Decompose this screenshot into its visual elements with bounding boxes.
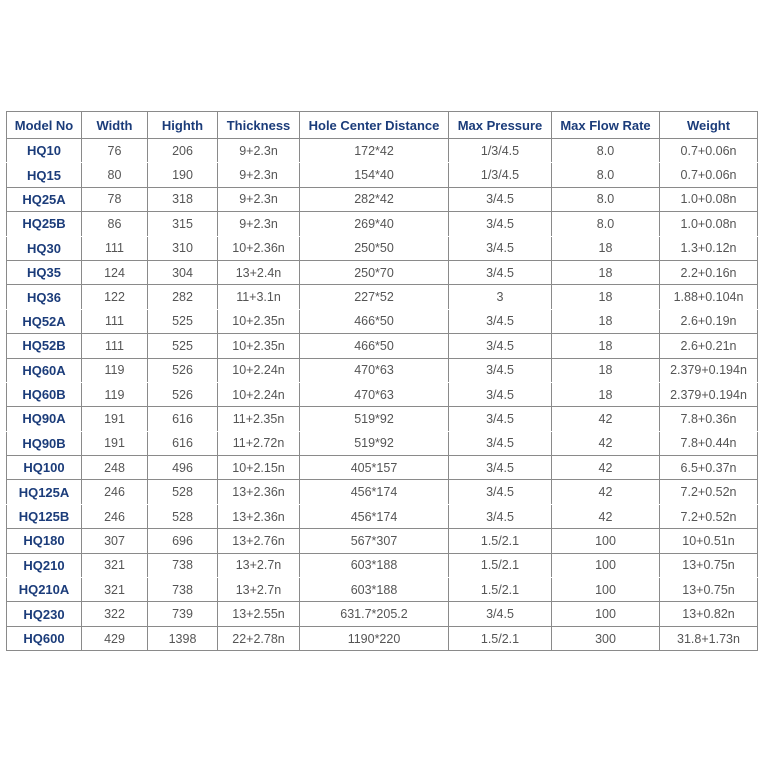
cell-max-flow-rate: 18 <box>552 285 660 309</box>
table-body <box>7 139 758 651</box>
cell-thickness: 13+2.55n <box>218 602 300 626</box>
cell-weight: 0.7+0.06n <box>660 139 758 163</box>
cell-max-pressure: 1/3/4.5 <box>449 163 552 187</box>
table-row <box>7 358 758 382</box>
cell-hole-center-distance: 470*63 <box>300 358 449 382</box>
cell-weight: 7.2+0.52n <box>660 504 758 528</box>
cell-max-pressure: 3/4.5 <box>449 602 552 626</box>
cell-model-no: HQ60B <box>7 382 82 406</box>
table-row <box>7 602 758 626</box>
cell-max-flow-rate: 18 <box>552 260 660 284</box>
cell-max-flow-rate: 42 <box>552 407 660 431</box>
table-row <box>7 626 758 650</box>
cell-width: 119 <box>82 358 148 382</box>
cell-height: 496 <box>148 456 218 480</box>
cell-max-pressure: 3/4.5 <box>449 309 552 333</box>
cell-max-pressure: 1/3/4.5 <box>449 139 552 163</box>
header-width: Width <box>82 112 148 139</box>
cell-weight: 1.0+0.08n <box>660 187 758 211</box>
cell-max-flow-rate: 42 <box>552 456 660 480</box>
cell-weight: 2.2+0.16n <box>660 260 758 284</box>
cell-weight: 31.8+1.73n <box>660 626 758 650</box>
cell-width: 111 <box>82 334 148 358</box>
cell-weight: 13+0.82n <box>660 602 758 626</box>
cell-weight: 13+0.75n <box>660 553 758 577</box>
cell-hole-center-distance: 282*42 <box>300 187 449 211</box>
cell-max-pressure: 3 <box>449 285 552 309</box>
cell-weight: 1.88+0.104n <box>660 285 758 309</box>
cell-max-flow-rate: 100 <box>552 553 660 577</box>
table-row <box>7 529 758 553</box>
cell-width: 248 <box>82 456 148 480</box>
cell-max-pressure: 3/4.5 <box>449 212 552 236</box>
cell-height: 1398 <box>148 626 218 650</box>
cell-height: 696 <box>148 529 218 553</box>
cell-thickness: 10+2.24n <box>218 382 300 406</box>
cell-width: 76 <box>82 139 148 163</box>
cell-model-no: HQ230 <box>7 602 82 626</box>
cell-thickness: 9+2.3n <box>218 187 300 211</box>
cell-height: 318 <box>148 187 218 211</box>
header-max-flow-rate: Max Flow Rate <box>552 112 660 139</box>
cell-hole-center-distance: 250*50 <box>300 236 449 260</box>
cell-width: 191 <box>82 407 148 431</box>
table-row <box>7 212 758 236</box>
cell-max-flow-rate: 18 <box>552 334 660 358</box>
cell-max-flow-rate: 100 <box>552 602 660 626</box>
cell-hole-center-distance: 154*40 <box>300 163 449 187</box>
cell-weight: 10+0.51n <box>660 529 758 553</box>
cell-weight: 13+0.75n <box>660 578 758 602</box>
cell-hole-center-distance: 519*92 <box>300 431 449 455</box>
cell-thickness: 11+2.72n <box>218 431 300 455</box>
table-row <box>7 407 758 431</box>
cell-width: 246 <box>82 480 148 504</box>
cell-max-pressure: 3/4.5 <box>449 504 552 528</box>
cell-max-flow-rate: 8.0 <box>552 139 660 163</box>
header-hole-center-distance: Hole Center Distance <box>300 112 449 139</box>
table-row <box>7 285 758 309</box>
cell-max-pressure: 3/4.5 <box>449 358 552 382</box>
cell-width: 307 <box>82 529 148 553</box>
cell-height: 616 <box>148 407 218 431</box>
cell-height: 190 <box>148 163 218 187</box>
cell-weight: 7.8+0.44n <box>660 431 758 455</box>
cell-weight: 1.3+0.12n <box>660 236 758 260</box>
table-row <box>7 480 758 504</box>
cell-thickness: 13+2.36n <box>218 480 300 504</box>
table-row <box>7 163 758 187</box>
header-weight: Weight <box>660 112 758 139</box>
header-row <box>7 112 758 139</box>
cell-height: 315 <box>148 212 218 236</box>
cell-width: 86 <box>82 212 148 236</box>
cell-max-flow-rate: 18 <box>552 358 660 382</box>
cell-hole-center-distance: 172*42 <box>300 139 449 163</box>
cell-model-no: HQ25A <box>7 187 82 211</box>
cell-max-flow-rate: 100 <box>552 529 660 553</box>
cell-weight: 2.379+0.194n <box>660 358 758 382</box>
cell-max-flow-rate: 42 <box>552 504 660 528</box>
table-row <box>7 553 758 577</box>
cell-model-no: HQ10 <box>7 139 82 163</box>
cell-thickness: 13+2.7n <box>218 553 300 577</box>
cell-thickness: 10+2.35n <box>218 334 300 358</box>
cell-width: 191 <box>82 431 148 455</box>
cell-height: 738 <box>148 578 218 602</box>
cell-model-no: HQ125B <box>7 504 82 528</box>
table-row <box>7 139 758 163</box>
header-thickness: Thickness <box>218 112 300 139</box>
cell-max-flow-rate: 18 <box>552 236 660 260</box>
cell-model-no: HQ180 <box>7 529 82 553</box>
cell-hole-center-distance: 603*188 <box>300 553 449 577</box>
cell-weight: 2.6+0.21n <box>660 334 758 358</box>
table-row <box>7 504 758 528</box>
cell-height: 310 <box>148 236 218 260</box>
cell-hole-center-distance: 519*92 <box>300 407 449 431</box>
cell-max-pressure: 3/4.5 <box>449 382 552 406</box>
cell-height: 206 <box>148 139 218 163</box>
cell-width: 321 <box>82 578 148 602</box>
cell-thickness: 10+2.24n <box>218 358 300 382</box>
cell-max-flow-rate: 18 <box>552 382 660 406</box>
cell-thickness: 11+2.35n <box>218 407 300 431</box>
cell-weight: 2.6+0.19n <box>660 309 758 333</box>
cell-max-flow-rate: 18 <box>552 309 660 333</box>
cell-model-no: HQ52B <box>7 334 82 358</box>
cell-height: 526 <box>148 382 218 406</box>
cell-weight: 2.379+0.194n <box>660 382 758 406</box>
cell-thickness: 10+2.15n <box>218 456 300 480</box>
header-height: Highth <box>148 112 218 139</box>
cell-thickness: 13+2.76n <box>218 529 300 553</box>
table-row <box>7 431 758 455</box>
cell-max-pressure: 1.5/2.1 <box>449 578 552 602</box>
cell-height: 525 <box>148 334 218 358</box>
spec-table <box>6 111 758 651</box>
table-row <box>7 456 758 480</box>
cell-max-pressure: 3/4.5 <box>449 456 552 480</box>
header-model-no: Model No <box>7 112 82 139</box>
table-row <box>7 236 758 260</box>
cell-hole-center-distance: 269*40 <box>300 212 449 236</box>
cell-thickness: 10+2.35n <box>218 309 300 333</box>
cell-max-flow-rate: 8.0 <box>552 187 660 211</box>
cell-model-no: HQ125A <box>7 480 82 504</box>
cell-width: 78 <box>82 187 148 211</box>
cell-thickness: 13+2.7n <box>218 578 300 602</box>
cell-model-no: HQ25B <box>7 212 82 236</box>
cell-width: 122 <box>82 285 148 309</box>
cell-hole-center-distance: 405*157 <box>300 456 449 480</box>
cell-max-flow-rate: 42 <box>552 431 660 455</box>
cell-thickness: 9+2.3n <box>218 212 300 236</box>
cell-model-no: HQ30 <box>7 236 82 260</box>
table-row <box>7 578 758 602</box>
cell-hole-center-distance: 227*52 <box>300 285 449 309</box>
cell-model-no: HQ600 <box>7 626 82 650</box>
cell-hole-center-distance: 466*50 <box>300 309 449 333</box>
cell-width: 322 <box>82 602 148 626</box>
table-row <box>7 309 758 333</box>
cell-max-pressure: 3/4.5 <box>449 236 552 260</box>
cell-model-no: HQ36 <box>7 285 82 309</box>
header-max-pressure: Max Pressure <box>449 112 552 139</box>
cell-height: 525 <box>148 309 218 333</box>
table-row <box>7 260 758 284</box>
cell-hole-center-distance: 567*307 <box>300 529 449 553</box>
cell-thickness: 9+2.3n <box>218 139 300 163</box>
table-row <box>7 187 758 211</box>
cell-max-pressure: 3/4.5 <box>449 260 552 284</box>
table-row <box>7 382 758 406</box>
cell-model-no: HQ100 <box>7 456 82 480</box>
cell-hole-center-distance: 250*70 <box>300 260 449 284</box>
cell-max-pressure: 3/4.5 <box>449 187 552 211</box>
cell-width: 246 <box>82 504 148 528</box>
cell-hole-center-distance: 466*50 <box>300 334 449 358</box>
cell-max-flow-rate: 42 <box>552 480 660 504</box>
cell-width: 321 <box>82 553 148 577</box>
cell-width: 124 <box>82 260 148 284</box>
cell-width: 119 <box>82 382 148 406</box>
cell-hole-center-distance: 1190*220 <box>300 626 449 650</box>
cell-width: 111 <box>82 309 148 333</box>
cell-height: 738 <box>148 553 218 577</box>
cell-hole-center-distance: 631.7*205.2 <box>300 602 449 626</box>
cell-thickness: 9+2.3n <box>218 163 300 187</box>
cell-max-pressure: 3/4.5 <box>449 334 552 358</box>
cell-max-pressure: 3/4.5 <box>449 407 552 431</box>
cell-hole-center-distance: 456*174 <box>300 504 449 528</box>
cell-thickness: 13+2.4n <box>218 260 300 284</box>
cell-thickness: 10+2.36n <box>218 236 300 260</box>
cell-height: 616 <box>148 431 218 455</box>
cell-height: 282 <box>148 285 218 309</box>
cell-max-flow-rate: 300 <box>552 626 660 650</box>
cell-height: 528 <box>148 480 218 504</box>
cell-height: 739 <box>148 602 218 626</box>
cell-hole-center-distance: 456*174 <box>300 480 449 504</box>
cell-max-flow-rate: 8.0 <box>552 212 660 236</box>
cell-thickness: 11+3.1n <box>218 285 300 309</box>
cell-max-flow-rate: 100 <box>552 578 660 602</box>
cell-max-pressure: 1.5/2.1 <box>449 626 552 650</box>
cell-model-no: HQ90B <box>7 431 82 455</box>
cell-max-pressure: 1.5/2.1 <box>449 553 552 577</box>
cell-hole-center-distance: 603*188 <box>300 578 449 602</box>
cell-hole-center-distance: 470*63 <box>300 382 449 406</box>
cell-max-pressure: 1.5/2.1 <box>449 529 552 553</box>
cell-weight: 0.7+0.06n <box>660 163 758 187</box>
cell-max-pressure: 3/4.5 <box>449 431 552 455</box>
cell-width: 111 <box>82 236 148 260</box>
cell-height: 304 <box>148 260 218 284</box>
cell-height: 528 <box>148 504 218 528</box>
cell-thickness: 13+2.36n <box>218 504 300 528</box>
cell-width: 429 <box>82 626 148 650</box>
cell-width: 80 <box>82 163 148 187</box>
table-row <box>7 334 758 358</box>
cell-height: 526 <box>148 358 218 382</box>
cell-weight: 1.0+0.08n <box>660 212 758 236</box>
cell-weight: 7.2+0.52n <box>660 480 758 504</box>
cell-model-no: HQ90A <box>7 407 82 431</box>
cell-model-no: HQ210A <box>7 578 82 602</box>
cell-model-no: HQ15 <box>7 163 82 187</box>
cell-model-no: HQ35 <box>7 260 82 284</box>
cell-model-no: HQ60A <box>7 358 82 382</box>
cell-model-no: HQ210 <box>7 553 82 577</box>
cell-max-flow-rate: 8.0 <box>552 163 660 187</box>
cell-weight: 7.8+0.36n <box>660 407 758 431</box>
cell-model-no: HQ52A <box>7 309 82 333</box>
cell-max-pressure: 3/4.5 <box>449 480 552 504</box>
cell-weight: 6.5+0.37n <box>660 456 758 480</box>
cell-thickness: 22+2.78n <box>218 626 300 650</box>
